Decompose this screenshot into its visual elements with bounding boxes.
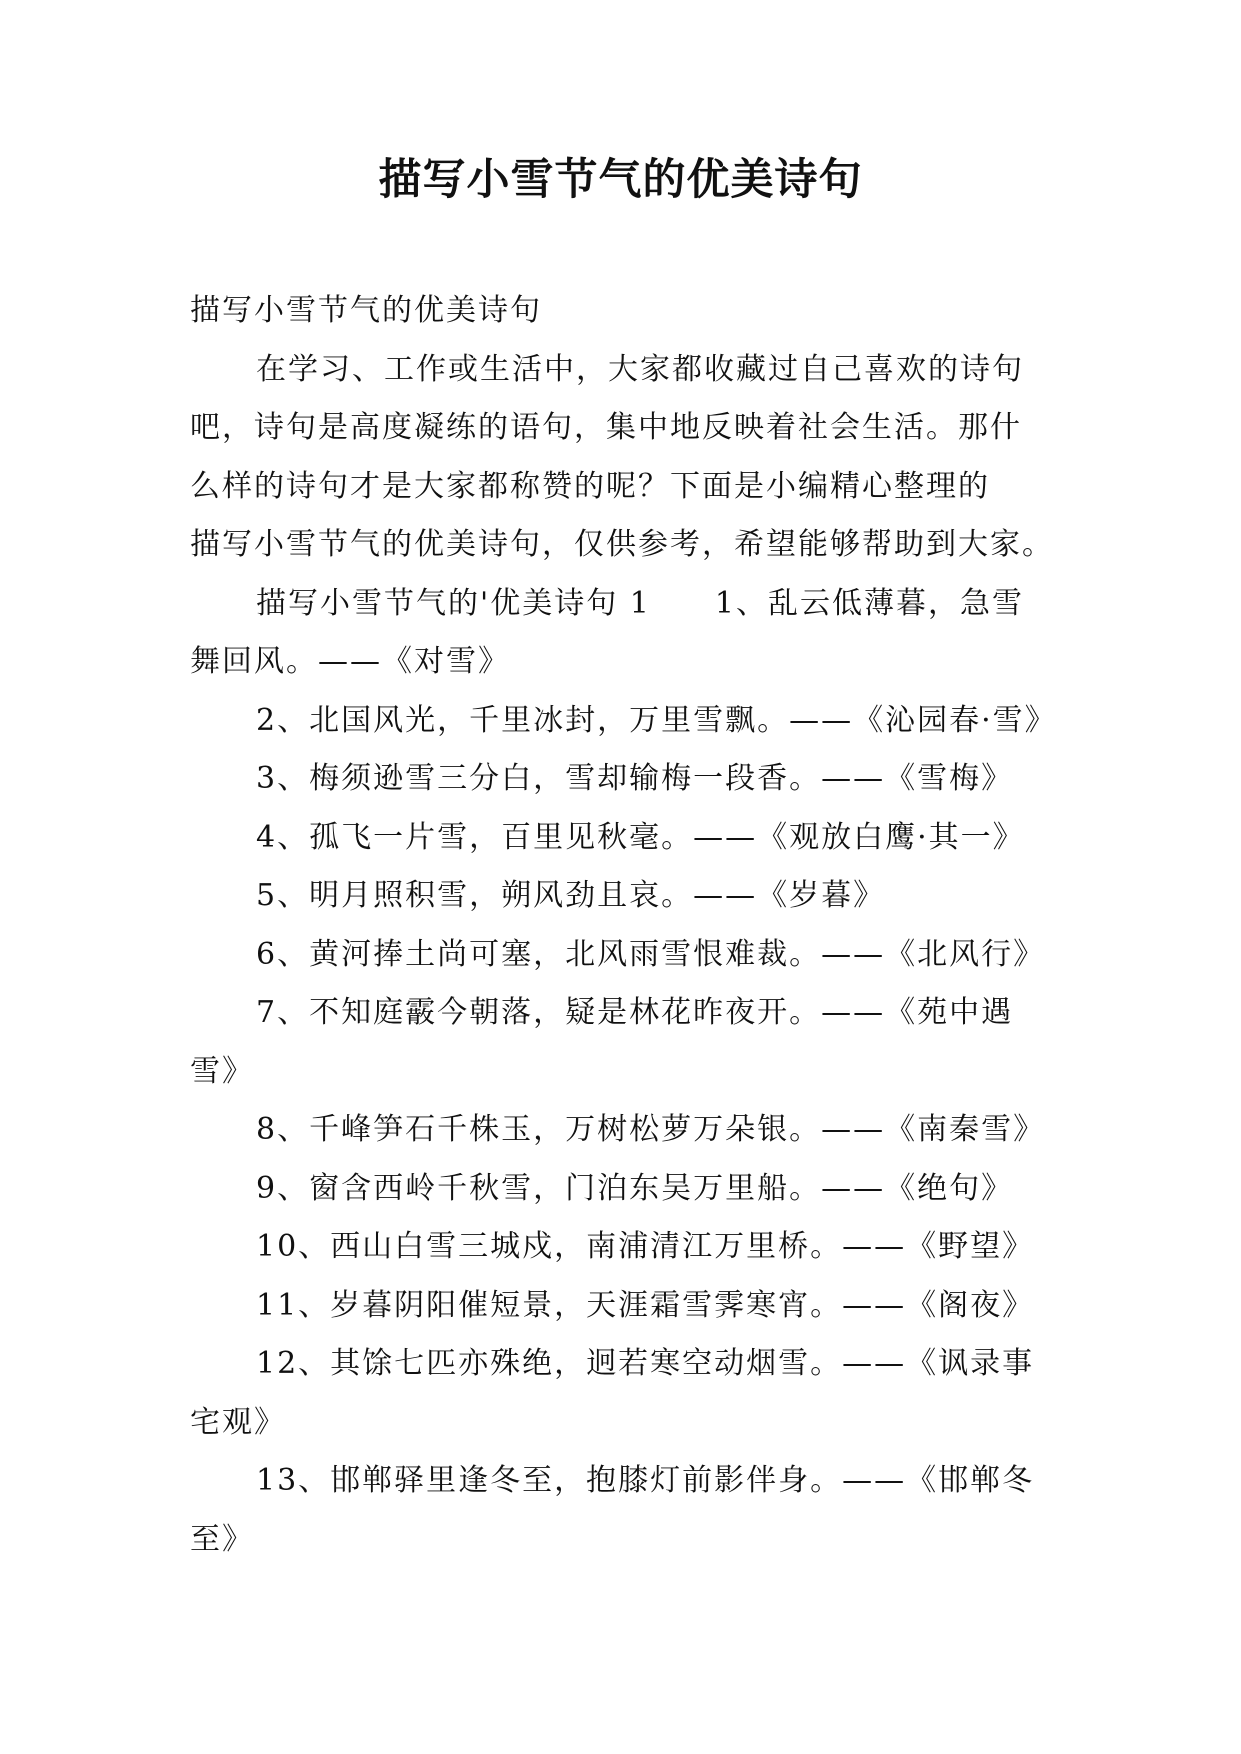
text-line: 13、邯郸驿里逢冬至，抱膝灯前影伴身。——《邯郸冬: [256, 1463, 1035, 1498]
text-line: 6、黄河捧土尚可塞，北风雨雪恨难裁。——《北风行》: [256, 936, 1046, 972]
text-line: 吧，诗句是高度凝练的语句，集中地反映着社会生活。那什: [190, 410, 1022, 445]
text-line: 描写小雪节气的优美诗句: [190, 293, 542, 328]
text-line: 在学习、工作或生活中，大家都收藏过自己喜欢的诗句: [256, 351, 1024, 387]
text-line: 宅观》: [190, 1404, 286, 1440]
text-line: 舞回风。——《对雪》: [190, 644, 510, 679]
document-title: 描写小雪节气的优美诗句: [378, 155, 863, 205]
text-line: 9、窗含西岭千秋雪，门泊东吴万里船。——《绝句》: [256, 1170, 1014, 1206]
text-line: 雪》: [190, 1053, 254, 1089]
text-line: 3、梅须逊雪三分白，雪却输梅一段香。——《雪梅》: [256, 761, 1014, 796]
text-line: 10、西山白雪三城戍，南浦清江万里桥。——《野望》: [256, 1229, 1035, 1264]
document-body: [190, 282, 1060, 1569]
text-line: 么样的诗句才是大家都称赞的呢？下面是小编精心整理的: [190, 468, 990, 504]
text-line: 至》: [190, 1521, 254, 1557]
text-line: 8、千峰笋石千株玉，万树松萝万朵银。——《南秦雪》: [256, 1112, 1046, 1147]
text-line: 11、岁暮阴阳催短景，天涯霜雪霁寒宵。——《阁夜》: [256, 1287, 1035, 1323]
text-line: 4、孤飞一片雪，百里见秋毫。——《观放白鹰·其一》: [256, 819, 1025, 855]
text-line: 7、不知庭霰今朝落，疑是林花昨夜开。——《苑中遇: [256, 995, 1014, 1030]
text-line: 描写小雪节气的'优美诗句 1 1、乱云低薄暮，急雪: [256, 585, 1024, 621]
text-line: 2、北国风光，千里冰封，万里雪飘。——《沁园春·雪》: [256, 702, 1057, 738]
text-line: 5、明月照积雪，朔风劲且哀。——《岁暮》: [256, 878, 886, 913]
text-line: 描写小雪节气的优美诗句，仅供参考，希望能够帮助到大家。: [190, 527, 1054, 562]
text-line: 12、其馀七匹亦殊绝，迥若寒空动烟雪。——《讽录事: [256, 1346, 1035, 1381]
